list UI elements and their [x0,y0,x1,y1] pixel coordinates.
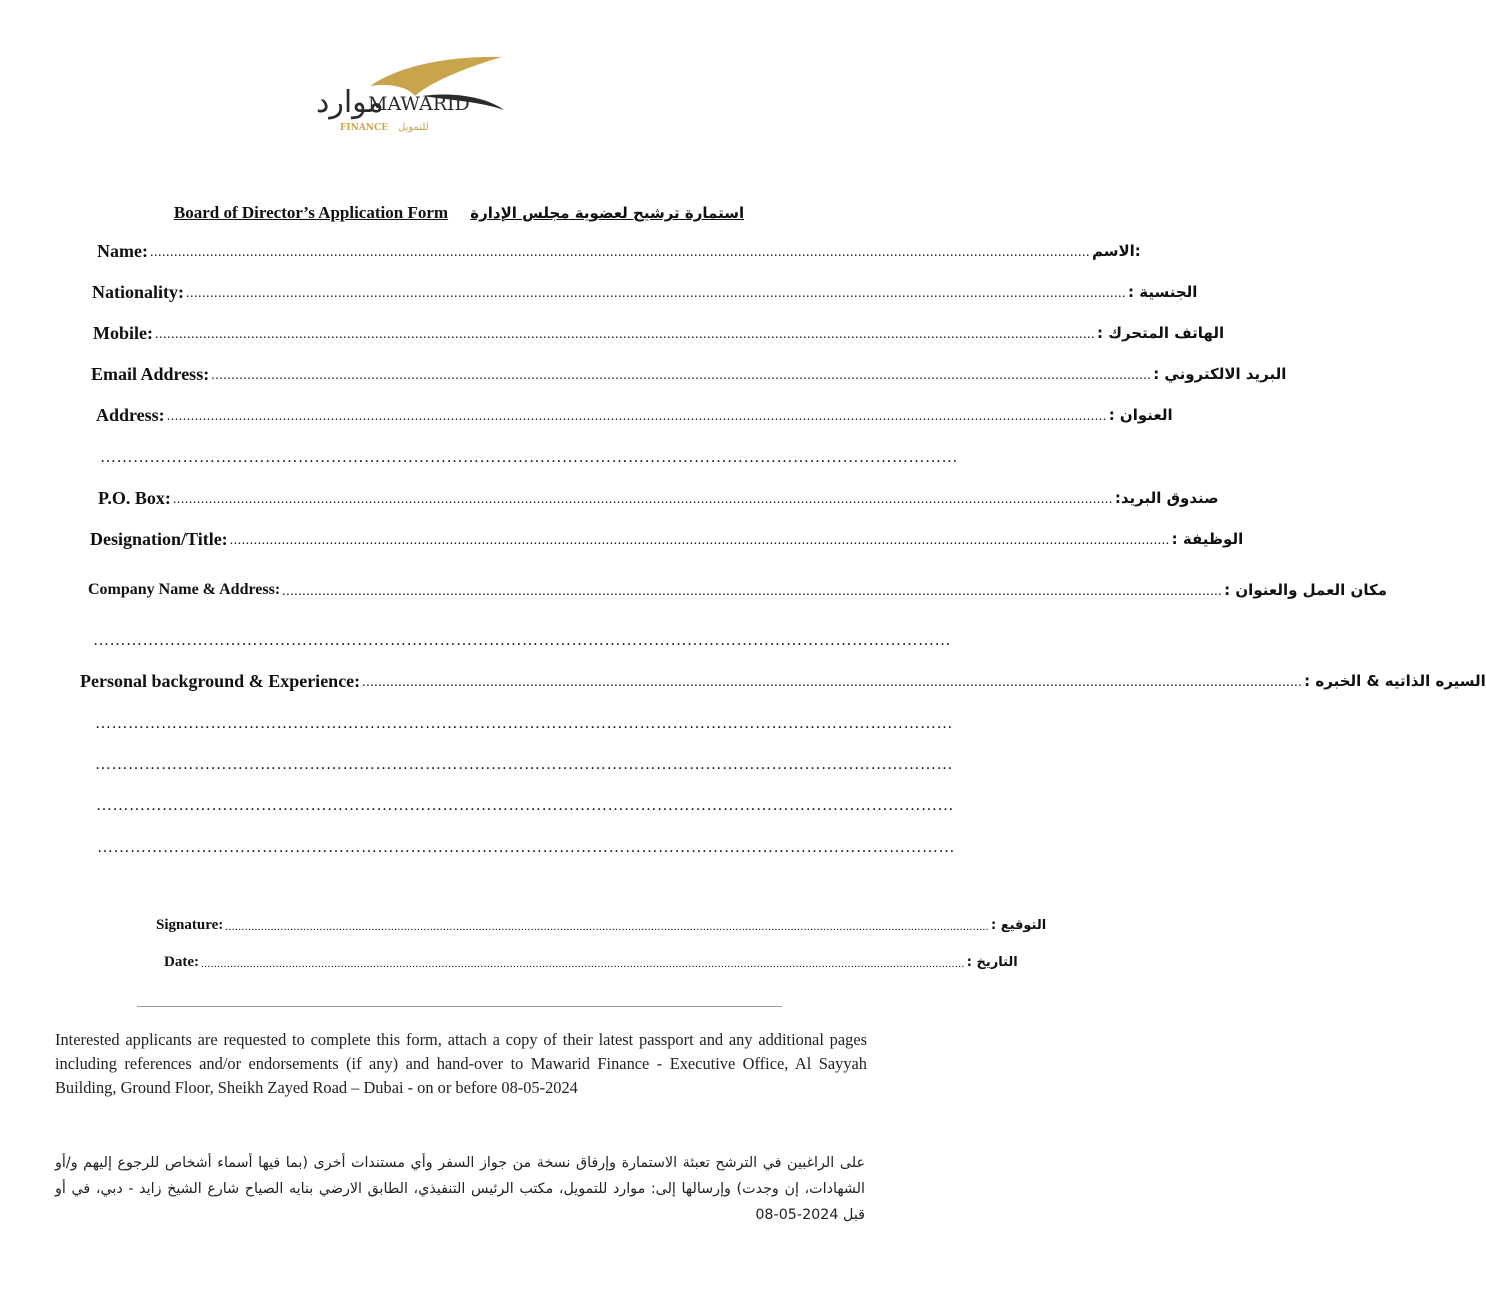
signature-label: Signature: [156,916,224,933]
background-line-3[interactable]: ………………………………………………………………………………………………………………………………………… [96,797,954,814]
email-label: Email Address: [91,363,210,384]
company-label-ar: مكان العمل والعنوان : [1224,581,1387,599]
date-dotted-line[interactable]: ........................................................................................................................................................................................................................................... [200,958,965,970]
mawarid-finance-logo [310,52,510,138]
designation-field[interactable] [90,527,1244,551]
svg-text:MAWARID: MAWARID [368,93,470,115]
background-dotted-line[interactable]: ........................................................................................................................................................................................................................................... [362,675,1303,690]
name-label-ar: :الاسم [1091,242,1141,260]
nationality-dotted-line[interactable]: ........................................................................................................................................................................................................................................... [186,286,1126,301]
background-line-2[interactable]: ………………………………………………………………………………………………………………………………………… [95,756,953,773]
email-dotted-line[interactable]: ........................................................................................................................................................................................................................................... [211,368,1152,383]
address-label: Address: [96,404,165,425]
form-title [0,203,918,223]
designation-label-ar: الوظيفة : [1171,530,1244,548]
svg-text:للتمويل: للتمويل [398,122,429,133]
mobile-label-ar: الهاتف المتحرك : [1097,324,1225,342]
email-field[interactable] [91,362,1287,386]
date-label: Date: [164,953,199,970]
mobile-dotted-line[interactable]: ........................................................................................................................................................................................................................................... [155,327,1095,342]
address-field[interactable] [96,403,1173,427]
mobile-label: Mobile: [93,322,153,343]
signature-field[interactable] [156,913,1047,937]
address-label-ar: العنوان : [1108,406,1173,424]
nationality-label-ar: الجنسية : [1128,283,1198,301]
address-line-2[interactable]: ………………………………………………………………………………………………………………………………………… [100,449,958,466]
pobox-field[interactable] [98,486,1219,510]
company-line-2[interactable]: ………………………………………………………………………………………………………………………………………… [93,632,951,649]
signature-label-ar: التوقيع : [990,917,1047,933]
address-dotted-line[interactable]: ........................................................................................................................................................................................................................................... [166,409,1107,424]
pobox-label: P.O. Box: [98,487,171,508]
company-field[interactable] [88,578,1387,602]
background-label-ar: السيره الذاتيه & الخبره : [1304,672,1486,690]
company-label: Company Name & Address: [88,581,281,598]
name-dotted-line[interactable]: ........................................................................................................................................................................................................................................... [149,245,1090,260]
email-label-ar: البريد الالكتروني : [1153,365,1287,383]
name-field[interactable] [97,239,1141,263]
pobox-label-ar: صندوق البريد: [1114,489,1219,507]
divider [137,1006,782,1007]
company-dotted-line[interactable]: ........................................................................................................................................................................................................................................... [282,584,1223,599]
nationality-field[interactable] [92,280,1198,304]
background-field[interactable] [80,669,1486,693]
form-title-ar: استمارة ترشيح لعضوية مجلس الإدارة [470,204,745,222]
designation-dotted-line[interactable]: ........................................................................................................................................................................................................................................... [229,533,1170,548]
background-line-4[interactable]: ………………………………………………………………………………………………………………………………………… [97,839,955,856]
background-line-1[interactable]: ………………………………………………………………………………………………………………………………………… [95,715,953,732]
form-title-en: Board of Director’s Application Form [173,203,449,222]
signature-dotted-line[interactable]: ........................................................................................................................................................................................................................................... [225,921,989,933]
name-label: Name: [97,240,148,261]
svg-text:FINANCE: FINANCE [340,123,389,133]
instructions-en: Interested applicants are requested to complete this form, attach a copy of their latest passport and any additional pages including references and/or endorsements (if any) and hand-over to Mawarid Finance - Executive Office, Al Sayyah Building, Ground Floor, Sheikh Zayed Road – Dubai - on or before 08-05-2024 [55,1030,867,1097]
svg-text:موارد: موارد [316,85,384,120]
nationality-label: Nationality: [92,281,184,302]
pobox-dotted-line[interactable]: ........................................................................................................................................................................................................................................... [172,492,1113,507]
mobile-field[interactable] [93,321,1225,345]
instructions-ar: على الراغبين في الترشح تعبئة الاستمارة وإرفاق نسخة من جواز السفر وأي مستندات أخرى (بما فيها أسماء أشخاص للرجوع إليهم و/أو الشهادات، إن وجدت) وإرسالها إلى: موارد للتمويل، مكتب الرئيس التنفيذي، الطابق الارضي بنايه الصياح شارع الشيخ زايد - دبي، في أو قبل 2024-05-08 [55,1155,865,1223]
date-field[interactable] [164,950,1018,974]
background-label: Personal background & Experience: [80,670,361,691]
date-label-ar: التاريخ : [966,954,1018,970]
designation-label: Designation/Title: [90,528,228,549]
